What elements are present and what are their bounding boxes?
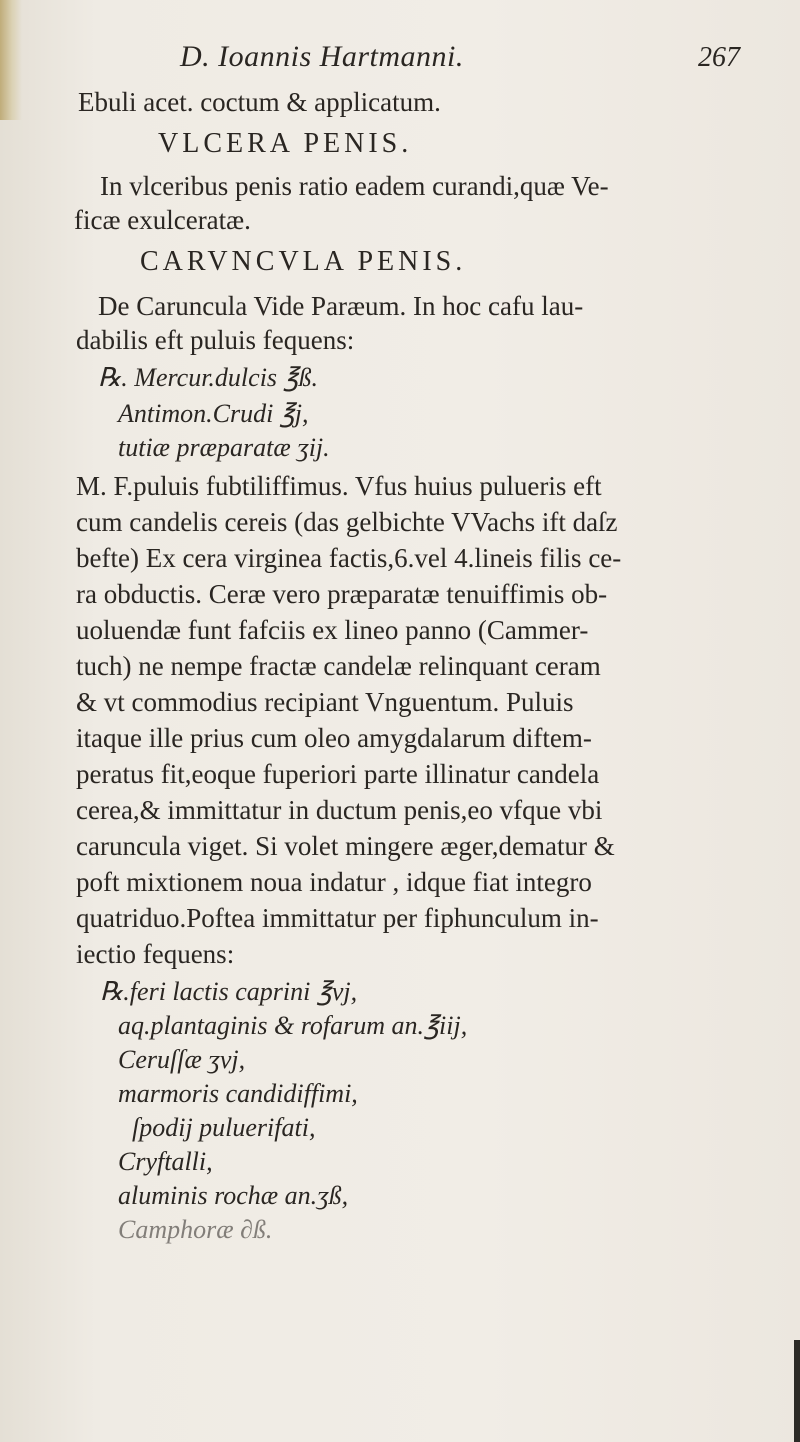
text-line: iectio fequens:: [76, 939, 235, 969]
recipe-line: Antimon.Crudi ℥j,: [118, 399, 309, 428]
running-head: D. Ioannis Hartmanni.: [180, 40, 464, 73]
page-edge-stain: [0, 0, 22, 120]
text-line: cerea,& immittatur in ductum penis,eo vfque vbi: [76, 795, 603, 825]
text-line: caruncula viget. Si volet mingere æger,dematur &: [76, 831, 615, 861]
text-line: peratus fit,eoque fuperiori parte illinatur candela: [76, 759, 600, 789]
text-line: quatriduo.Poftea immittatur per fiphunculum in-: [76, 903, 599, 933]
recipe-line: aq.plantaginis & rofarum an.℥iij,: [118, 1011, 468, 1040]
text-line: ra obductis. Ceræ vero præparatæ tenuiffimis ob-: [76, 579, 608, 609]
section-heading: VLCERA PENIS.: [158, 128, 413, 159]
recipe-line: marmoris candidiffimi,: [118, 1079, 358, 1108]
recipe-line: tutiæ præparatæ ʒij.: [118, 433, 330, 462]
text-line: befte) Ex cera virginea factis,6.vel 4.lineis filis ce-: [76, 543, 622, 573]
text-line: M. F.puluis fubtiliffimus. Vfus huius pulueris eft: [76, 471, 602, 501]
text-line: & vt commodius recipiant Vnguentum. Puluis: [76, 687, 574, 717]
recipe-line: Cryftalli,: [118, 1147, 213, 1176]
page-header: [60, 40, 740, 80]
recipe-line: ſpodij puluerifati,: [132, 1113, 316, 1142]
recipe-line: Ceruſſæ ʒvj,: [118, 1045, 246, 1074]
recipe-line: aluminis rochæ an.ʒß,: [118, 1181, 349, 1210]
page-number: 267: [698, 42, 740, 73]
section-heading: CARVNCVLA PENIS.: [140, 246, 467, 277]
text-line: poft mixtionem noua indatur , idque fiat integro: [76, 867, 592, 897]
scan-edge: [794, 1340, 800, 1442]
recipe-line: ℞. Mercur.dulcis ℥ß.: [98, 363, 319, 392]
text-line: tuch) ne nempe fractæ candelæ relinquant ceram: [76, 651, 601, 681]
recipe-line: Camphoræ ∂ß.: [118, 1215, 273, 1244]
text-line: itaque ille prius cum oleo amygdalarum diftem-: [76, 723, 592, 753]
recipe-line: ℞.feri lactis caprini ℥vj,: [100, 977, 358, 1006]
text-line: Ebuli acet. coctum & applicatum.: [78, 87, 441, 117]
text-line: dabilis eft puluis fequens:: [76, 325, 355, 355]
text-line: ficæ exulceratæ.: [74, 205, 251, 235]
text-line: cum candelis cereis (das gelbichte VVachs ift daſz: [76, 507, 618, 537]
text-line: In vlceribus penis ratio eadem curandi,quæ Ve-: [100, 171, 609, 201]
text-line: uoluendæ funt fafciis ex lineo panno (Cammer-: [76, 615, 589, 645]
text-line: De Caruncula Vide Paræum. In hoc cafu lau-: [98, 291, 584, 321]
